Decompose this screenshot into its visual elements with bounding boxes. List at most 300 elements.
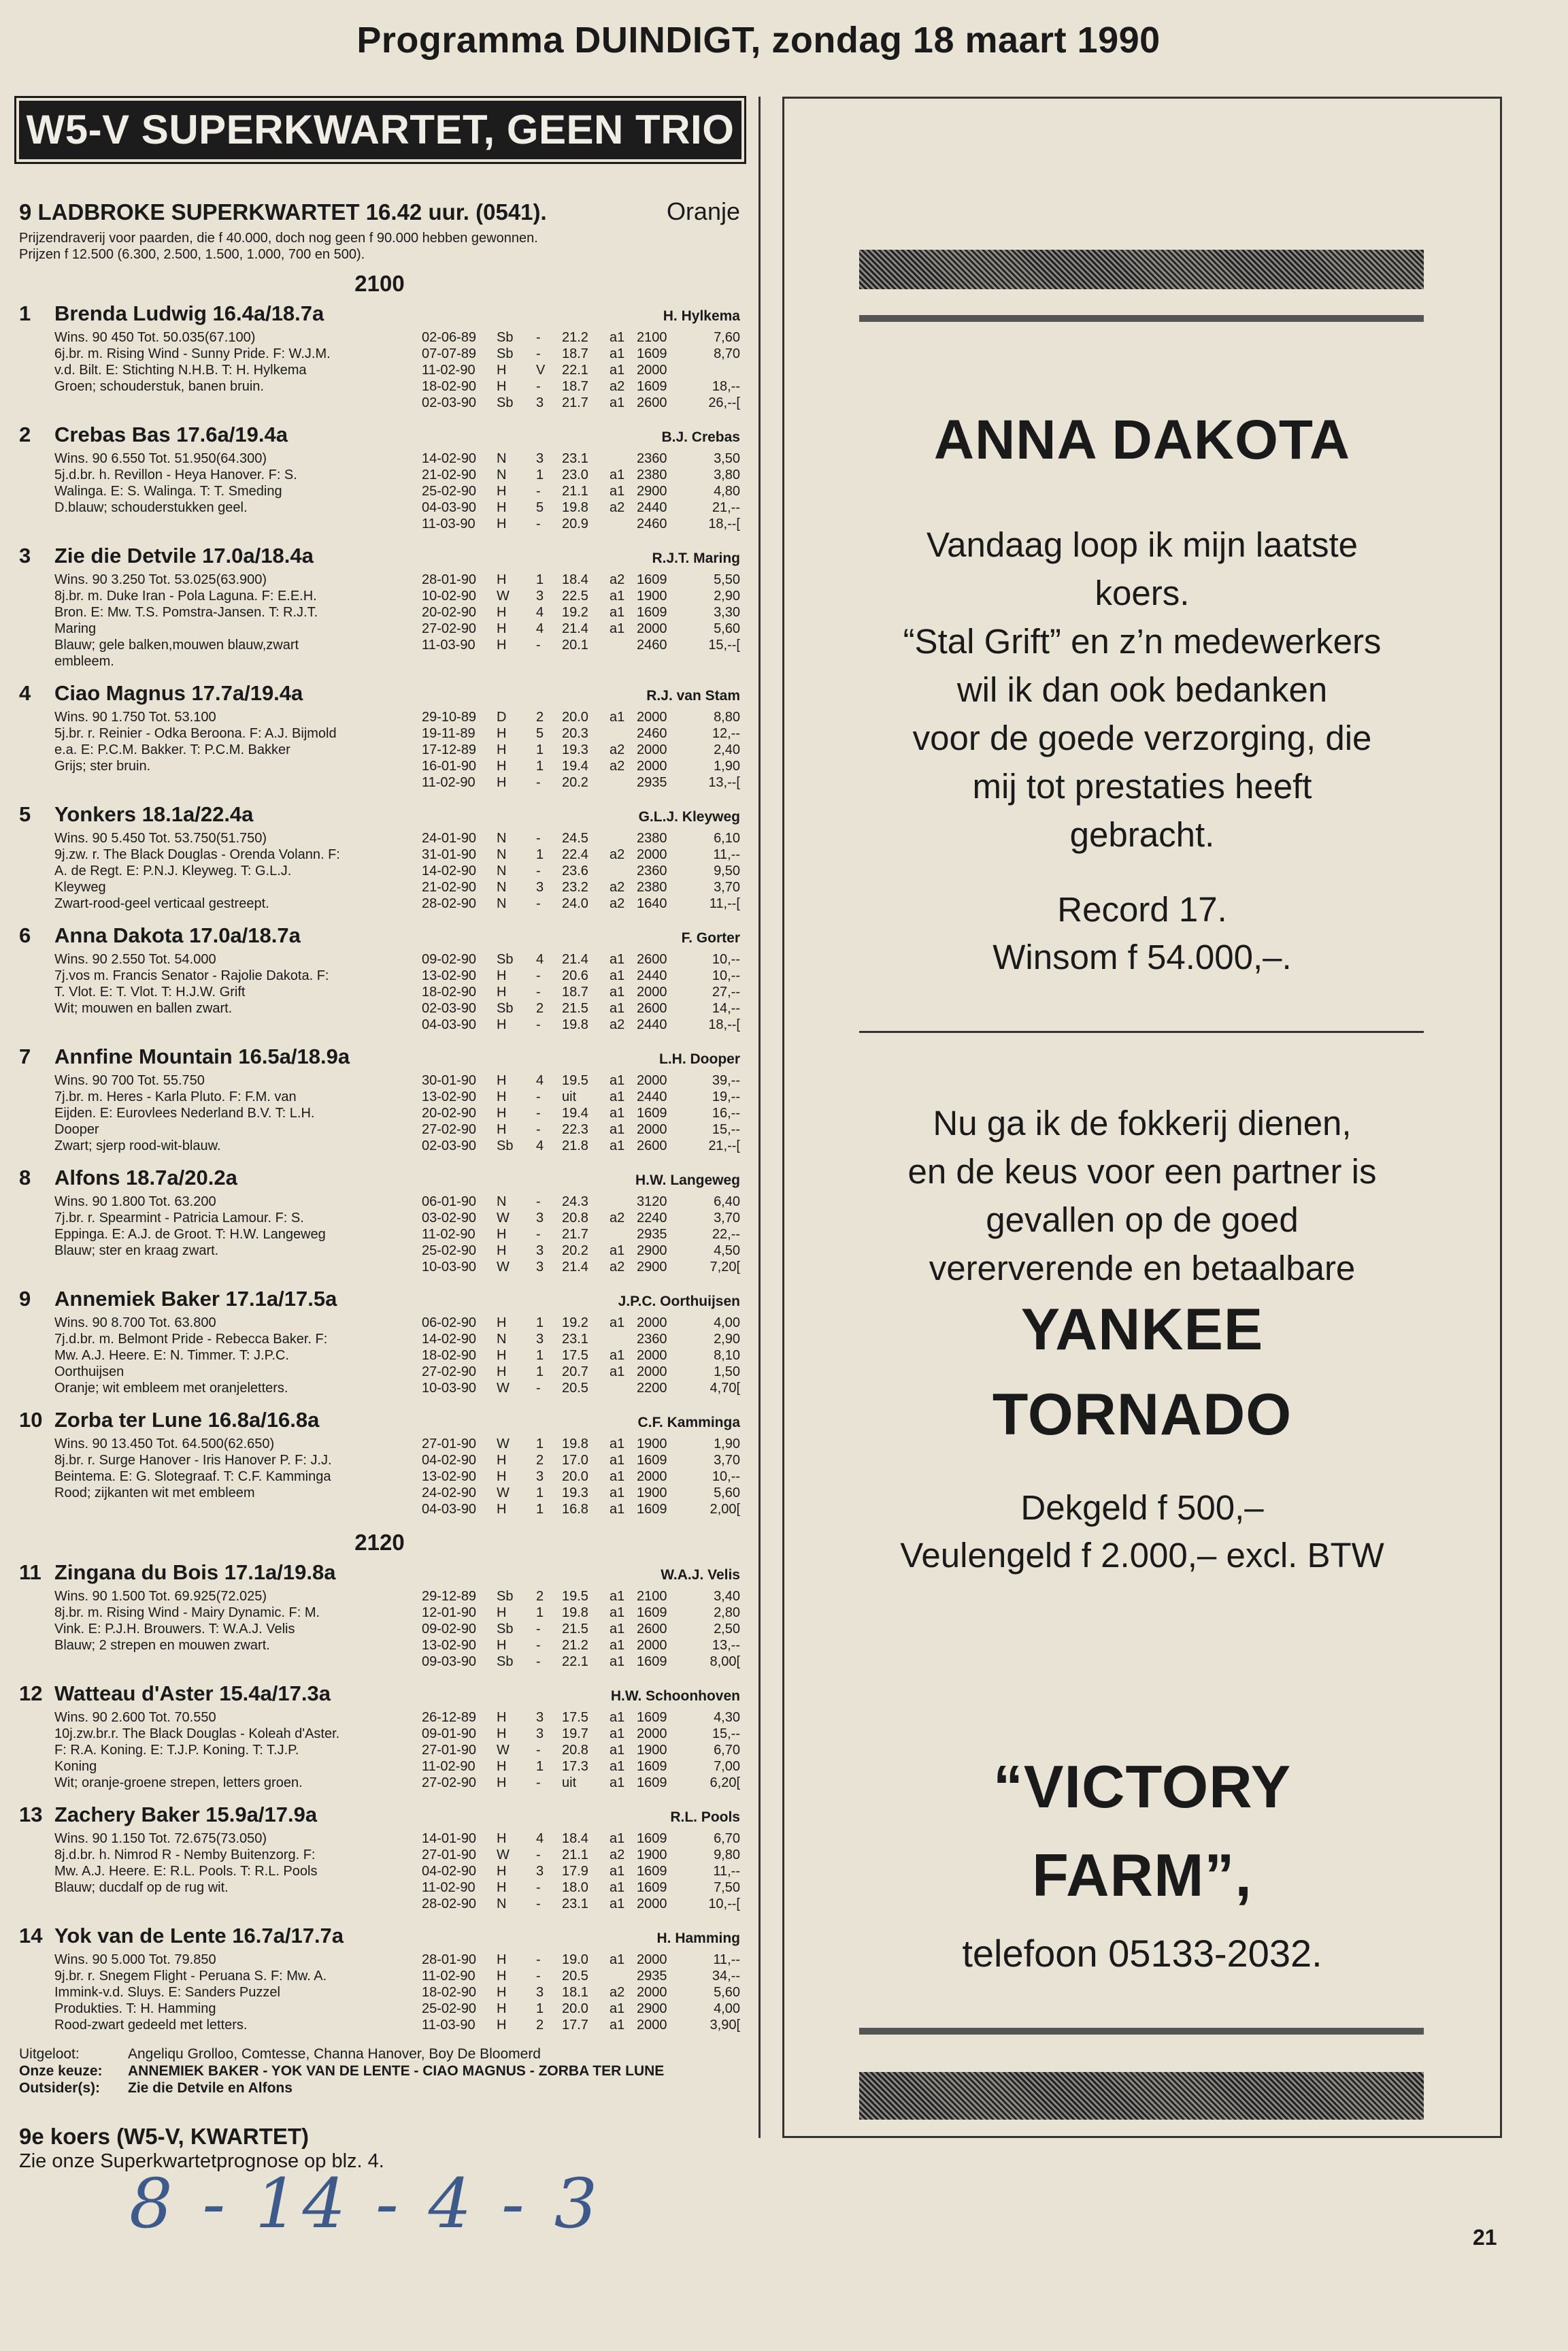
recent-runs bbox=[422, 1436, 740, 1517]
run-course: H bbox=[497, 638, 507, 653]
run-place: V bbox=[536, 363, 546, 378]
run-date: 06-02-90 bbox=[422, 1315, 477, 1330]
horse-info-line: Vink. E: P.J.H. Brouwers. T: W.A.J. Velis bbox=[54, 1622, 295, 1637]
recent-runs bbox=[422, 1315, 740, 1396]
run-odds: 6,40 bbox=[714, 1194, 740, 1209]
run-course: W bbox=[497, 589, 510, 604]
run-odds: 11,-- bbox=[713, 847, 740, 862]
run-place: 1 bbox=[536, 1348, 544, 1363]
run-place: 1 bbox=[536, 847, 544, 862]
run-row bbox=[422, 742, 740, 758]
run-time: 17.5 bbox=[562, 1710, 588, 1725]
run-place: 3 bbox=[536, 395, 544, 410]
our-choice-value: ANNEMIEK BAKER - YOK VAN DE LENTE - CIAO MAGNUS - ZORBA TER LUNE bbox=[128, 2063, 665, 2079]
run-distance: 2000 bbox=[637, 710, 667, 725]
run-distance: 2900 bbox=[637, 1243, 667, 1258]
run-distance: 2100 bbox=[637, 1589, 667, 1604]
run-row bbox=[422, 329, 740, 346]
horse-info-line: Wins. 90 8.700 Tot. 63.800 bbox=[54, 1315, 216, 1330]
run-start: a1 bbox=[610, 1759, 625, 1774]
run-distance: 2000 bbox=[637, 1985, 667, 2000]
horse-header bbox=[19, 1561, 740, 1588]
run-time: 20.3 bbox=[562, 726, 588, 741]
run-time: 18.7 bbox=[562, 346, 588, 361]
run-course: H bbox=[497, 1605, 507, 1620]
run-time: 19.3 bbox=[562, 742, 588, 757]
run-start: a1 bbox=[610, 395, 625, 410]
run-place: - bbox=[536, 638, 541, 653]
run-start: a1 bbox=[610, 467, 625, 482]
run-date: 29-12-89 bbox=[422, 1589, 477, 1604]
run-row bbox=[422, 1605, 740, 1621]
horse-entry bbox=[19, 682, 740, 791]
horse-number: 11 bbox=[19, 1560, 41, 1584]
run-date: 09-02-90 bbox=[422, 1622, 477, 1637]
run-distance: 1609 bbox=[637, 572, 667, 587]
run-course: H bbox=[497, 1710, 507, 1725]
horse-name: Crebas Bas 17.6a/19.4a bbox=[54, 423, 288, 446]
horse-header bbox=[19, 1287, 740, 1315]
horse-info-line: Wins. 90 700 Tot. 55.750 bbox=[54, 1073, 205, 1088]
run-start: a1 bbox=[610, 605, 625, 620]
run-time: 16.8 bbox=[562, 1502, 588, 1517]
run-row bbox=[422, 1105, 740, 1121]
ad-phone: telefoon 05133-2032. bbox=[962, 1932, 1322, 1975]
run-odds: 2,50 bbox=[714, 1622, 740, 1637]
run-odds: 6,20[ bbox=[710, 1775, 740, 1790]
run-row bbox=[422, 588, 740, 604]
next-race-note: Zie onze Superkwartetprognose op blz. 4. bbox=[19, 2150, 384, 2172]
run-odds: 4,80 bbox=[714, 484, 740, 499]
run-place: 3 bbox=[536, 451, 544, 466]
race-banner: W5-V SUPERKWARTET, GEEN TRIO bbox=[19, 101, 741, 159]
run-course: H bbox=[497, 1348, 507, 1363]
horse-info-line: 8j.br. r. Surge Hanover - Iris Hanover P. F: J.J. bbox=[54, 1453, 332, 1468]
run-course: N bbox=[497, 1896, 507, 1911]
hatch-bar-top bbox=[859, 250, 1424, 289]
run-time: 23.1 bbox=[562, 1896, 588, 1911]
run-place: 4 bbox=[536, 952, 544, 967]
run-start bbox=[610, 450, 637, 467]
run-place: - bbox=[536, 864, 541, 878]
run-date: 11-02-90 bbox=[422, 1759, 476, 1774]
run-date: 04-02-90 bbox=[422, 1864, 477, 1879]
run-start: a1 bbox=[610, 621, 625, 636]
run-time: 18.7 bbox=[562, 379, 588, 394]
run-start bbox=[610, 830, 637, 846]
run-distance: 2900 bbox=[637, 484, 667, 499]
run-course: H bbox=[497, 1726, 507, 1741]
run-distance: 1900 bbox=[637, 1847, 667, 1862]
run-time: 18.0 bbox=[562, 1880, 588, 1895]
run-row bbox=[422, 346, 740, 362]
run-odds: 7,60 bbox=[714, 330, 740, 345]
run-time: 21.5 bbox=[562, 1622, 588, 1637]
run-time: 21.7 bbox=[562, 395, 588, 410]
run-distance: 1609 bbox=[637, 1106, 667, 1121]
horse-info-line: 10j.zw.br.r. The Black Douglas - Koleah d'Aster. bbox=[54, 1726, 340, 1741]
run-start: a1 bbox=[610, 1315, 625, 1330]
horse-info-line: Walinga. E: S. Walinga. T: T. Smeding bbox=[54, 484, 282, 499]
run-start: a1 bbox=[610, 1605, 625, 1620]
run-course: D bbox=[497, 710, 507, 725]
run-course: H bbox=[497, 605, 507, 620]
run-distance: 2380 bbox=[637, 467, 667, 482]
run-course: W bbox=[497, 1436, 510, 1451]
run-odds: 8,10 bbox=[714, 1348, 740, 1363]
run-start: a2 bbox=[610, 896, 625, 911]
run-row bbox=[422, 1017, 740, 1033]
run-start: a1 bbox=[610, 330, 625, 345]
run-time: 18.4 bbox=[562, 572, 588, 587]
run-place: 1 bbox=[536, 742, 544, 757]
run-start: a1 bbox=[610, 1001, 625, 1016]
run-row bbox=[422, 968, 740, 984]
horse-info-line: D.blauw; schouderstukken geel. bbox=[54, 500, 248, 515]
run-start: a2 bbox=[610, 1260, 625, 1275]
driver-name: L.H. Dooper bbox=[659, 1051, 740, 1067]
run-place: - bbox=[536, 831, 541, 846]
run-odds: 2,80 bbox=[714, 1605, 740, 1620]
run-distance: 2000 bbox=[637, 1638, 667, 1653]
run-odds: 10,-- bbox=[712, 1469, 740, 1484]
run-time: 19.2 bbox=[562, 1315, 588, 1330]
run-distance: 1900 bbox=[637, 589, 667, 604]
run-place: - bbox=[536, 379, 541, 394]
run-start: a1 bbox=[610, 1364, 625, 1379]
run-date: 14-02-90 bbox=[422, 864, 477, 878]
run-row bbox=[422, 1742, 740, 1758]
horse-header bbox=[19, 1166, 740, 1194]
horse-header bbox=[19, 803, 740, 830]
horse-title bbox=[19, 682, 303, 709]
run-time: 18.1 bbox=[562, 1985, 588, 2000]
run-place: - bbox=[536, 1106, 541, 1121]
run-distance: 2380 bbox=[637, 831, 667, 846]
run-time: uit bbox=[562, 1089, 577, 1104]
run-start bbox=[610, 1226, 637, 1243]
horse-entry bbox=[19, 1561, 740, 1670]
run-date: 28-01-90 bbox=[422, 1952, 477, 1967]
horse-title bbox=[19, 1803, 317, 1830]
run-time: 24.3 bbox=[562, 1194, 588, 1209]
run-odds: 3,90[ bbox=[710, 2018, 740, 2033]
run-date: 02-03-90 bbox=[422, 395, 477, 410]
run-course: H bbox=[497, 1364, 507, 1379]
run-start: a1 bbox=[610, 1775, 625, 1790]
run-course: W bbox=[497, 1485, 510, 1500]
run-odds: 5,60 bbox=[714, 1985, 740, 2000]
run-place: - bbox=[536, 330, 541, 345]
horse-details bbox=[19, 951, 740, 1033]
run-course: H bbox=[497, 484, 507, 499]
run-distance: 1609 bbox=[637, 1775, 667, 1790]
our-choice-row bbox=[19, 2062, 740, 2079]
run-row bbox=[422, 1637, 740, 1654]
run-date: 11-02-90 bbox=[422, 1969, 476, 1984]
withdrawn-value: Angeliqu Grolloo, Comtesse, Channa Hanover, Boy De Bloomerd bbox=[128, 2046, 541, 2062]
horse-info bbox=[54, 830, 422, 912]
run-course: H bbox=[497, 1502, 507, 1517]
run-odds: 9,50 bbox=[714, 864, 740, 878]
run-row bbox=[422, 1468, 740, 1485]
run-odds: 2,90 bbox=[714, 589, 740, 604]
run-start: a1 bbox=[610, 1622, 625, 1637]
horse-name: Anna Dakota 17.0a/18.7a bbox=[54, 923, 301, 947]
run-odds: 4,00 bbox=[714, 1315, 740, 1330]
run-distance: 2000 bbox=[637, 1952, 667, 1967]
horse-details bbox=[19, 1830, 740, 1912]
run-start: a1 bbox=[610, 1654, 625, 1669]
run-time: 20.7 bbox=[562, 1364, 588, 1379]
run-distance: 1609 bbox=[637, 379, 667, 394]
horse-info bbox=[54, 951, 422, 1033]
run-course: N bbox=[497, 831, 507, 846]
run-place: - bbox=[536, 1122, 541, 1137]
ad-record: Record 17. bbox=[1057, 890, 1227, 929]
run-place: - bbox=[536, 484, 541, 499]
run-distance: 2440 bbox=[637, 1089, 667, 1104]
run-distance: 2000 bbox=[637, 2018, 667, 2033]
horse-info bbox=[54, 572, 422, 670]
run-date: 04-03-90 bbox=[422, 500, 477, 515]
run-distance: 2360 bbox=[637, 1332, 667, 1347]
run-date: 18-02-90 bbox=[422, 1985, 477, 2000]
horse-name: Alfons 18.7a/20.2a bbox=[54, 1166, 237, 1189]
horse-title bbox=[19, 1924, 344, 1952]
run-course: W bbox=[497, 1381, 510, 1396]
run-time: 19.2 bbox=[562, 605, 588, 620]
run-course: N bbox=[497, 847, 507, 862]
run-time: 18.7 bbox=[562, 985, 588, 1000]
run-date: 16-01-90 bbox=[422, 759, 477, 774]
driver-name: R.L. Pools bbox=[670, 1809, 740, 1825]
horse-details bbox=[19, 1072, 740, 1154]
run-odds: 1,90 bbox=[714, 1436, 740, 1451]
run-date: 29-10-89 bbox=[422, 710, 477, 725]
run-distance: 1609 bbox=[637, 1502, 667, 1517]
run-place: 4 bbox=[536, 605, 544, 620]
ad-line: gevallen op de goed bbox=[986, 1200, 1299, 1239]
run-row bbox=[422, 1194, 740, 1210]
run-distance: 2460 bbox=[637, 638, 667, 653]
run-time: 20.1 bbox=[562, 638, 588, 653]
run-date: 02-03-90 bbox=[422, 1138, 477, 1153]
ad-breeding-text bbox=[784, 1099, 1500, 1292]
run-place: - bbox=[536, 896, 541, 911]
horse-entry bbox=[19, 1924, 740, 2033]
run-time: 19.8 bbox=[562, 1605, 588, 1620]
run-time: 20.8 bbox=[562, 1211, 588, 1226]
horse-info-line: 9j.zw. r. The Black Douglas - Orenda Volann. F: bbox=[54, 847, 340, 862]
horse-details bbox=[19, 329, 740, 411]
horse-info bbox=[54, 1436, 422, 1517]
horse-header bbox=[19, 682, 740, 709]
horse-header bbox=[19, 1409, 740, 1436]
run-distance: 1609 bbox=[637, 1880, 667, 1895]
recent-runs bbox=[422, 830, 740, 912]
run-time: 22.3 bbox=[562, 1122, 588, 1137]
run-distance: 1900 bbox=[637, 1436, 667, 1451]
run-place: 1 bbox=[536, 1605, 544, 1620]
run-place: 1 bbox=[536, 2001, 544, 2016]
run-row bbox=[422, 621, 740, 637]
horse-name: Yok van de Lente 16.7a/17.7a bbox=[54, 1924, 344, 1947]
run-time: 20.9 bbox=[562, 516, 588, 531]
run-time: 17.0 bbox=[562, 1453, 588, 1468]
run-row bbox=[422, 984, 740, 1000]
race-title: 9 LADBROKE SUPERKWARTET 16.42 uur. (0541). bbox=[19, 199, 547, 225]
run-odds: 6,70 bbox=[714, 1831, 740, 1846]
run-odds: 5,50 bbox=[714, 572, 740, 587]
horse-details bbox=[19, 450, 740, 532]
horse-info-line: 5j.br. r. Reinier - Odka Beroona. F: A.J. Bijmold bbox=[54, 726, 337, 741]
run-odds: 11,-- bbox=[713, 1952, 740, 1967]
run-time: 21.8 bbox=[562, 1138, 588, 1153]
horse-list-2100 bbox=[19, 302, 740, 1517]
horse-info-line: Eijden. E: Eurovlees Nederland B.V. T: L.H. bbox=[54, 1106, 315, 1121]
run-place: 5 bbox=[536, 726, 544, 741]
run-date: 14-02-90 bbox=[422, 1332, 477, 1347]
run-distance: 1609 bbox=[637, 1654, 667, 1669]
run-start: a2 bbox=[610, 500, 625, 515]
run-odds: 1,90 bbox=[714, 759, 740, 774]
page-number: 21 bbox=[1473, 2225, 1497, 2250]
run-start: a1 bbox=[610, 1469, 625, 1484]
run-row bbox=[422, 2017, 740, 2033]
run-course: N bbox=[497, 864, 507, 878]
run-start: a1 bbox=[610, 1122, 625, 1137]
run-row bbox=[422, 1775, 740, 1791]
run-date: 19-11-89 bbox=[422, 726, 476, 741]
run-course: N bbox=[497, 451, 507, 466]
ad-farm-name-2: FARM”, bbox=[1032, 1841, 1252, 1909]
run-odds: 7,20[ bbox=[710, 1260, 740, 1275]
run-start: a1 bbox=[610, 1589, 625, 1604]
run-row bbox=[422, 1089, 740, 1105]
run-start bbox=[610, 516, 637, 532]
run-row bbox=[422, 1758, 740, 1775]
run-date: 27-01-90 bbox=[422, 1847, 477, 1862]
run-distance: 2440 bbox=[637, 500, 667, 515]
run-date: 25-02-90 bbox=[422, 484, 477, 499]
run-row bbox=[422, 1654, 740, 1670]
run-time: 19.8 bbox=[562, 1017, 588, 1032]
run-row bbox=[422, 1000, 740, 1017]
horse-number: 2 bbox=[19, 423, 31, 446]
run-start bbox=[610, 774, 637, 791]
driver-name: F. Gorter bbox=[681, 930, 740, 946]
run-course: H bbox=[497, 2001, 507, 2016]
run-course: H bbox=[497, 1638, 507, 1653]
run-odds: 4,70[ bbox=[710, 1381, 740, 1396]
driver-name: H.W. Langeweg bbox=[635, 1172, 740, 1188]
horse-number: 9 bbox=[19, 1287, 31, 1311]
horse-info-line: 7j.d.br. m. Belmont Pride - Rebecca Baker. F: bbox=[54, 1332, 328, 1347]
run-course: Sb bbox=[497, 346, 514, 361]
run-date: 11-03-90 bbox=[422, 516, 476, 531]
run-place: 2 bbox=[536, 1453, 544, 1468]
run-distance: 1640 bbox=[637, 896, 667, 911]
run-time: 19.7 bbox=[562, 1726, 588, 1741]
run-row bbox=[422, 467, 740, 483]
ad-line: gebracht. bbox=[1069, 815, 1215, 854]
run-odds: 15,-- bbox=[712, 1726, 740, 1741]
run-date: 04-03-90 bbox=[422, 1017, 477, 1032]
run-odds: 6,70 bbox=[714, 1743, 740, 1758]
run-time: 19.8 bbox=[562, 1436, 588, 1451]
run-row bbox=[422, 1709, 740, 1726]
run-odds: 7,50 bbox=[714, 1880, 740, 1895]
horse-entry bbox=[19, 924, 740, 1033]
next-race-title: 9e koers (W5-V, KWARTET) bbox=[19, 2124, 310, 2149]
ad-line: mij tot prestaties heeft bbox=[972, 767, 1312, 806]
run-time: 19.4 bbox=[562, 759, 588, 774]
run-date: 04-02-90 bbox=[422, 1453, 477, 1468]
run-row bbox=[422, 1331, 740, 1347]
run-odds: 3,70 bbox=[714, 880, 740, 895]
run-odds: 18,--[ bbox=[708, 1017, 740, 1032]
run-distance: 2380 bbox=[637, 880, 667, 895]
run-distance: 1609 bbox=[637, 605, 667, 620]
horse-info-line: Wins. 90 6.550 Tot. 51.950(64.300) bbox=[54, 451, 267, 466]
run-place: - bbox=[536, 1381, 541, 1396]
run-place: 1 bbox=[536, 467, 544, 482]
run-odds: 10,-- bbox=[712, 952, 740, 967]
run-time: 17.5 bbox=[562, 1348, 588, 1363]
run-distance: 1609 bbox=[637, 1831, 667, 1846]
horse-info bbox=[54, 1194, 422, 1275]
horse-info-line: Zwart-rood-geel verticaal gestreept. bbox=[54, 896, 269, 911]
run-row bbox=[422, 1726, 740, 1742]
run-date: 27-02-90 bbox=[422, 1364, 477, 1379]
run-start: a2 bbox=[610, 847, 625, 862]
ad-line: Nu ga ik de fokkerij dienen, bbox=[933, 1104, 1352, 1142]
horse-info-line: Blauw; 2 strepen en mouwen zwart. bbox=[54, 1638, 270, 1653]
horse-entry bbox=[19, 803, 740, 912]
ad-line: en de keus voor een partner is bbox=[907, 1152, 1377, 1191]
horse-header bbox=[19, 544, 740, 572]
horse-info-line: e.a. E: P.C.M. Bakker. T: P.C.M. Bakker bbox=[54, 742, 290, 757]
run-place: - bbox=[536, 346, 541, 361]
run-row bbox=[422, 830, 740, 846]
horse-entry bbox=[19, 1803, 740, 1912]
run-row bbox=[422, 1315, 740, 1331]
run-row bbox=[422, 378, 740, 395]
driver-name: G.L.J. Kleyweg bbox=[638, 809, 740, 825]
run-date: 02-06-89 bbox=[422, 330, 477, 345]
run-odds: 13,-- bbox=[712, 1638, 740, 1653]
hatch-bar-bottom bbox=[859, 2072, 1424, 2120]
horse-info-line: v.d. Bilt. E: Stichting N.H.B. T: H. Hylkema bbox=[54, 363, 307, 378]
run-distance: 2000 bbox=[637, 1315, 667, 1330]
run-course: H bbox=[497, 1243, 507, 1258]
horse-number: 14 bbox=[19, 1924, 43, 1947]
run-start: a1 bbox=[610, 1952, 625, 1967]
run-course: N bbox=[497, 467, 507, 482]
run-place: 3 bbox=[536, 1243, 544, 1258]
run-date: 21-02-90 bbox=[422, 880, 477, 895]
horse-title bbox=[19, 1682, 331, 1709]
run-place: - bbox=[536, 968, 541, 983]
run-date: 03-02-90 bbox=[422, 1211, 477, 1226]
ad-stallion-name-2: TORNADO bbox=[992, 1382, 1292, 1447]
run-date: 25-02-90 bbox=[422, 1243, 477, 1258]
run-date: 28-02-90 bbox=[422, 896, 477, 911]
run-course: H bbox=[497, 775, 507, 790]
horse-info-line: embleem. bbox=[54, 654, 114, 669]
horse-info-line: Blauw; gele balken,mouwen blauw,zwart bbox=[54, 638, 299, 653]
